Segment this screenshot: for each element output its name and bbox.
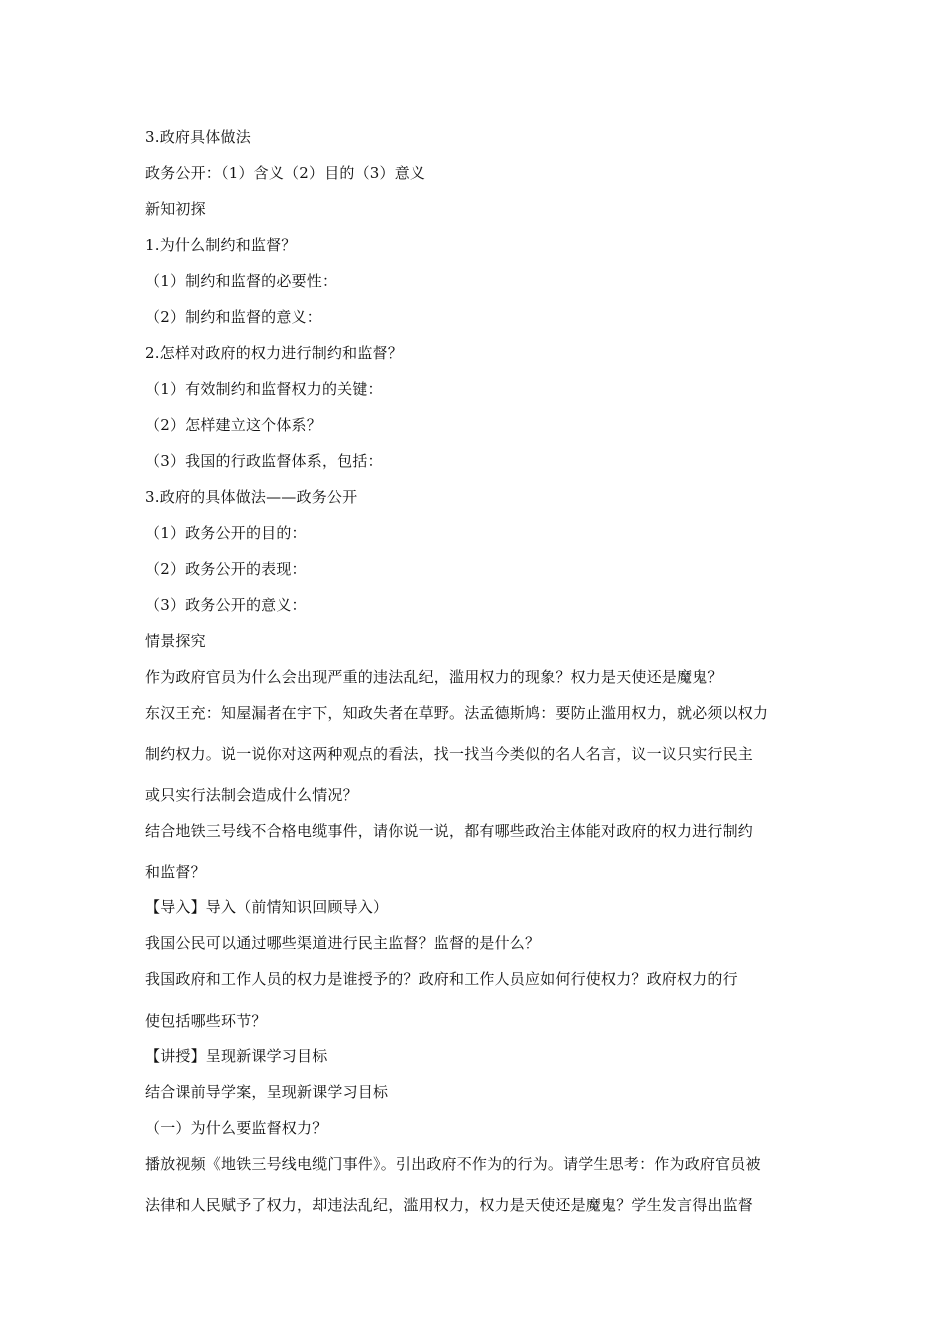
text-line: （1）政务公开的目的： — [145, 524, 307, 542]
text-line: 3.政府具体做法 — [145, 128, 251, 146]
text-line: 和监督？ — [145, 863, 206, 881]
text-line: （3）政务公开的意义： — [145, 596, 307, 614]
text-line: 作为政府官员为什么会出现严重的违法乱纪，滥用权力的现象？权力是天使还是魔鬼？ — [145, 668, 723, 686]
text-line: 新知初探 — [145, 200, 206, 218]
text-line: 结合地铁三号线不合格电缆事件，请你说一说，都有哪些政治主体能对政府的权力进行制约 — [145, 822, 754, 840]
text-line: 1.为什么制约和监督？ — [145, 236, 297, 254]
text-line: 制约权力。说一说你对这两种观点的看法，找一找当今类似的名人名言，议一议只实行民主 — [145, 745, 754, 763]
text-line: （1）制约和监督的必要性： — [145, 272, 338, 290]
text-line: 我国公民可以通过哪些渠道进行民主监督？监督的是什么？ — [145, 934, 541, 952]
text-line: （3）我国的行政监督体系，包括： — [145, 452, 383, 470]
text-line: （一）为什么要监督权力？ — [145, 1119, 328, 1137]
text-line: （1）有效制约和监督权力的关键： — [145, 380, 383, 398]
text-line: （2）制约和监督的意义： — [145, 308, 322, 326]
text-line: 政务公开：（1）含义（2）目的（3）意义 — [145, 164, 426, 182]
text-line: 2.怎样对政府的权力进行制约和监督？ — [145, 344, 403, 362]
text-line: 结合课前导学案，呈现新课学习目标 — [145, 1083, 389, 1101]
text-line: （2）政务公开的表现： — [145, 560, 307, 578]
text-line: （2）怎样建立这个体系？ — [145, 416, 322, 434]
text-line: 或只实行法制会造成什么情况？ — [145, 786, 358, 804]
section-heading: 【讲授】呈现新课学习目标 — [145, 1047, 328, 1065]
text-line: 使包括哪些环节？ — [145, 1012, 267, 1030]
text-line: 东汉王充：知屋漏者在宇下，知政失者在草野。法孟德斯鸠：要防止滥用权力，就必须以权力 — [145, 704, 769, 722]
text-line: 3.政府的具体做法——政务公开 — [145, 488, 358, 506]
section-heading: 情景探究 — [145, 632, 206, 650]
text-line: 法律和人民赋予了权力，却违法乱纪，滥用权力，权力是天使还是魔鬼？学生发言得出监督 — [145, 1196, 754, 1214]
section-heading: 【导入】导入（前情知识回顾导入） — [145, 898, 389, 916]
text-line: 播放视频《地铁三号线电缆门事件》。引出政府不作为的行为。请学生思考：作为政府官员被 — [145, 1155, 761, 1173]
text-line: 我国政府和工作人员的权力是谁授予的？政府和工作人员应如何行使权力？政府权力的行 — [145, 970, 738, 988]
